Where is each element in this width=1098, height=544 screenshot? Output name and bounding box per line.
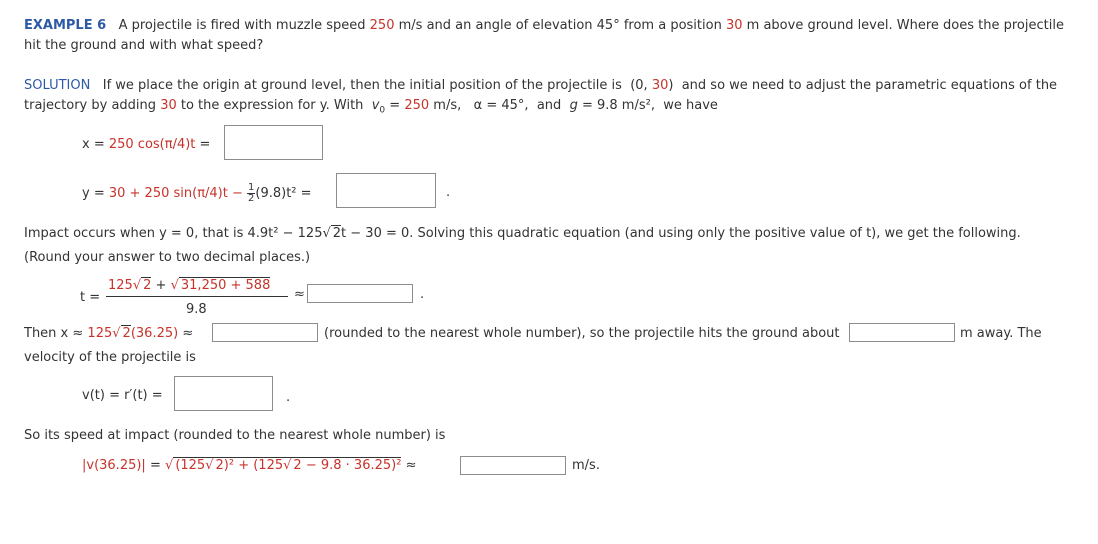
impact-line1-b: t − 30 = 0. Solving this quadratic equation (and using only the positive value of t), we get the following. xyxy=(341,226,1021,241)
t-answer-input[interactable] xyxy=(307,284,413,303)
and-g: and xyxy=(536,98,562,113)
x-answer-input[interactable] xyxy=(224,125,323,160)
then-m-away: m away. The xyxy=(960,326,1042,341)
solution-pos-close: ) xyxy=(668,78,674,93)
velocity-input[interactable] xyxy=(174,376,273,411)
t-numerator xyxy=(108,278,270,293)
distance-input[interactable] xyxy=(849,323,955,342)
sqrt-icon: √ xyxy=(170,278,179,293)
speed-expr-c: − 9.8 · 36.25)² xyxy=(305,458,402,473)
then-root: 2 xyxy=(122,326,131,341)
eq-x xyxy=(82,137,210,152)
example-text-a: A projectile is fired with muzzle speed xyxy=(118,18,366,33)
speed-text: So its speed at impact (rounded to the nearest whole number) is xyxy=(24,428,446,443)
solution-text-a: If we place the origin at ground level, then the initial position of the projectile is xyxy=(102,78,622,93)
t-approx: ≈ xyxy=(294,287,305,302)
eq-y xyxy=(82,183,312,204)
sqrt-icon: √ xyxy=(205,458,214,473)
example-line-1 xyxy=(24,18,1064,33)
t-num-plus: + xyxy=(155,278,167,293)
example-height: 30 xyxy=(725,18,743,33)
speed-expr-b: )² + (125 xyxy=(223,458,284,473)
v-period: . xyxy=(286,390,291,405)
speed-input[interactable] xyxy=(460,456,566,475)
v0-sub: 0 xyxy=(379,105,386,116)
solution-line-1 xyxy=(24,78,1057,93)
v0-unit: m/s, xyxy=(433,98,462,113)
solution-label: SOLUTION xyxy=(24,78,91,93)
solution-add-val: 30 xyxy=(160,98,177,113)
v0-label: v xyxy=(371,98,380,113)
v0-val: 250 xyxy=(404,98,430,113)
eq-y-expr-a: 30 + 250 sin(π/4)t − xyxy=(108,186,243,201)
then-line xyxy=(24,326,193,341)
sqrt-icon: √ xyxy=(132,278,142,293)
example-speed: 250 xyxy=(369,18,395,33)
impact-line-2: (Round your answer to two decimal places.) xyxy=(24,250,311,265)
frac-num: 1 xyxy=(248,182,255,193)
example-text-c: m above ground level. Where does the projectile xyxy=(746,18,1064,33)
speed-eq xyxy=(82,458,416,473)
alpha-val: 45°, xyxy=(501,98,529,113)
then-coef: 125 xyxy=(87,326,113,341)
eq-x-expr: 250 cos(π/4)t xyxy=(108,137,196,152)
impact-root: 2 xyxy=(332,226,342,241)
x-impact-input[interactable] xyxy=(212,323,318,342)
speed-radicand xyxy=(173,457,401,473)
example-label: EXAMPLE 6 xyxy=(24,18,107,33)
t-period: . xyxy=(420,287,425,302)
t-num-a: 125 xyxy=(108,278,133,293)
solution-text-b: and so we need to adjust the parametric equations of the xyxy=(681,78,1058,93)
eq-y-lhs: y = xyxy=(82,186,105,201)
then-prefix: Then x ≈ xyxy=(24,326,84,341)
t-lhs: t = xyxy=(80,290,101,305)
solution-pos-open: (0, xyxy=(630,78,648,93)
eq-x-eq: = xyxy=(199,137,211,152)
frac-den: 2 xyxy=(248,193,255,204)
eq-y-period: . xyxy=(446,185,451,200)
speed-root-b: 2 xyxy=(293,458,302,473)
then-rounded: (rounded to the nearest whole number), so the projectile hits the ground about xyxy=(324,326,840,341)
impact-line-1 xyxy=(24,226,1021,241)
speed-root-a: 2 xyxy=(215,458,224,473)
speed-lhs: |v(36.25)| xyxy=(82,458,146,473)
speed-eq-sign: = xyxy=(149,458,161,473)
eq-y-expr-b: (9.8)t² = xyxy=(255,186,312,201)
speed-unit: m/s. xyxy=(572,458,600,473)
solution-line-2 xyxy=(24,98,718,116)
alpha-label: α = xyxy=(473,98,498,113)
solution-pos-val: 30 xyxy=(651,78,669,93)
g-label: g = xyxy=(569,98,593,113)
g-val: 9.8 m/s², xyxy=(597,98,655,113)
t-num-root2: 31,250 + 588 xyxy=(180,278,271,293)
we-have: we have xyxy=(663,98,718,113)
impact-line1-a: Impact occurs when y = 0, that is 4.9t² − 125 xyxy=(24,226,323,241)
t-num-root1: 2 xyxy=(143,278,152,293)
eq-x-lhs: x = xyxy=(82,137,105,152)
example-line-2: hit the ground and with what speed? xyxy=(24,38,264,53)
solution-line2-a: trajectory by adding xyxy=(24,98,157,113)
then-line-2: velocity of the projectile is xyxy=(24,350,196,365)
then-approx: ≈ xyxy=(182,326,194,341)
y-answer-input[interactable] xyxy=(336,173,436,208)
t-fraction-bar xyxy=(106,296,288,297)
v-lhs: v(t) = r′(t) = xyxy=(82,388,163,403)
speed-expr-a: (125 xyxy=(175,458,206,473)
speed-approx: ≈ xyxy=(405,458,417,473)
sqrt-icon: √ xyxy=(165,458,174,473)
sqrt-icon: √ xyxy=(112,326,121,341)
sqrt-icon: √ xyxy=(283,458,292,473)
solution-line2-b: to the expression for y. With xyxy=(180,98,364,113)
example-text-b: m/s and an angle of elevation 45° from a position xyxy=(398,18,722,33)
then-paren: (36.25) xyxy=(130,326,179,341)
v0-eq: = xyxy=(389,98,401,113)
sqrt-icon: √ xyxy=(322,226,331,241)
t-denominator: 9.8 xyxy=(186,302,207,317)
